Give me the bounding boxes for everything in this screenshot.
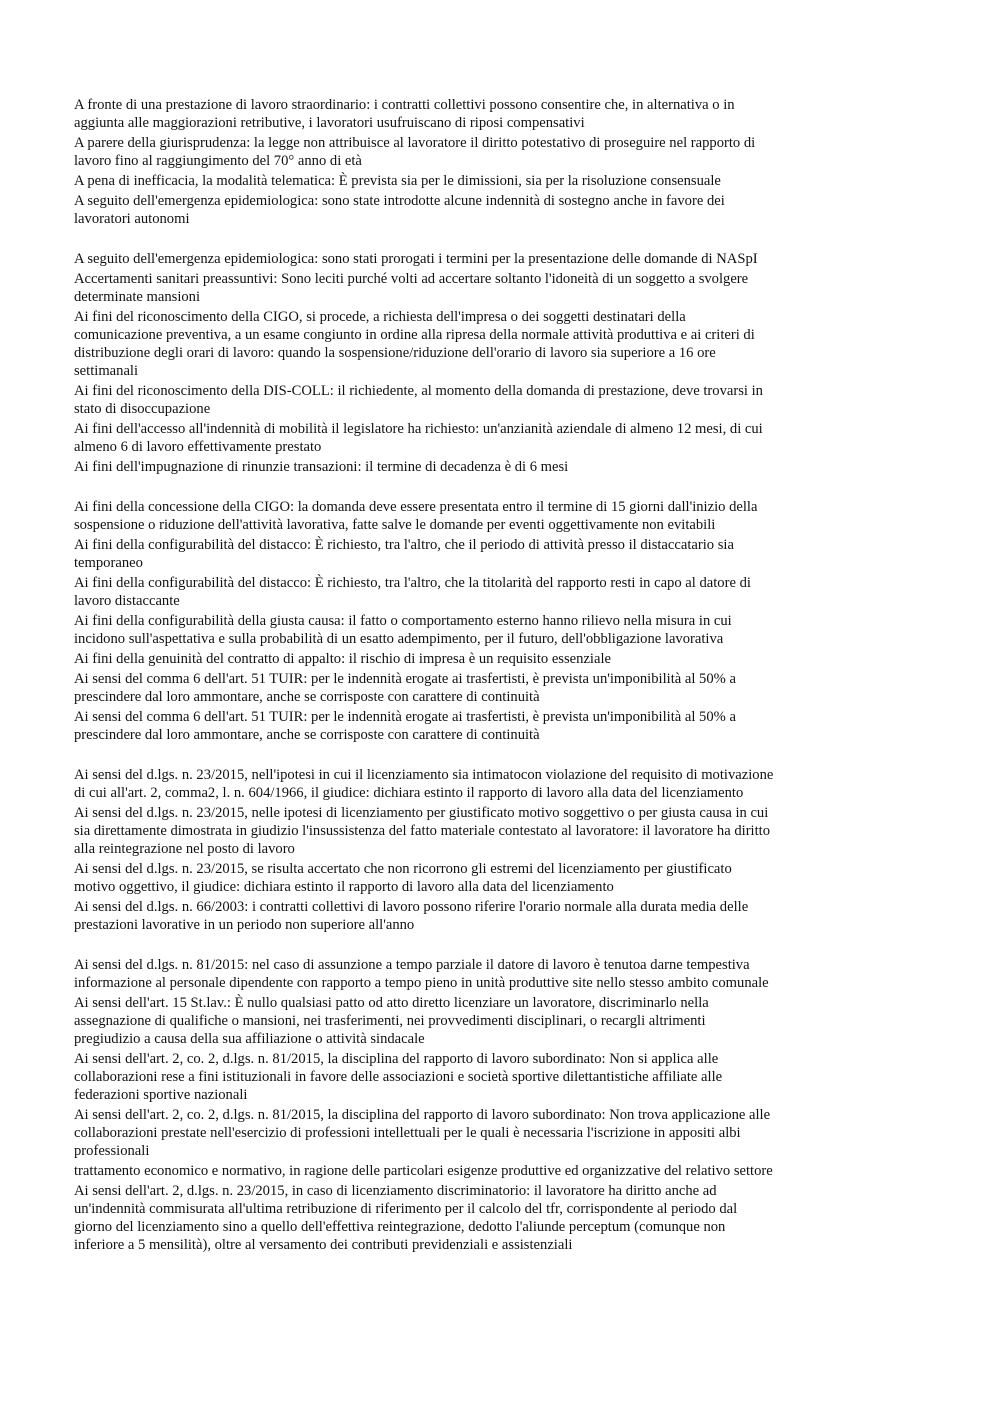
list-item: Ai sensi del d.lgs. n. 81/2015: nel caso di assunzione a tempo parziale il datore di lavoro è tenutoa darne tempestiva informazione al personale dipendente con rapporto a tempo pieno in unità produttive site nello stesso ambito comunale bbox=[74, 957, 769, 991]
list-item: Ai sensi del d.lgs. n. 23/2015, se risulta accertato che non ricorrono gli estremi del licenziamento per giustificato motivo oggettivo, il giudice: dichiara estinto il rapporto di lavoro alla data del licenziamento bbox=[74, 861, 732, 895]
list-item: trattamento economico e normativo, in ragione delle particolari esigenze produttive ed organizzative del relativo settore bbox=[74, 1163, 773, 1179]
list-item: A fronte di una prestazione di lavoro straordinario: i contratti collettivi possono consentire che, in alternativa o in aggiunta alle maggiorazioni retributive, i lavoratori usufruiscano di riposi compensativi bbox=[74, 97, 735, 131]
list-item: Ai fini della concessione della CIGO: la domanda deve essere presentata entro il termine di 15 giorni dall'inizio della sospensione o riduzione dell'attività lavorativa, fatte salve le domande per eventi oggettivamente non evitabili bbox=[74, 499, 758, 533]
list-item: A parere della giurisprudenza: la legge non attribuisce al lavoratore il diritto potestativo di proseguire nel rapporto di lavoro fino al raggiungimento del 70° anno di età bbox=[74, 135, 756, 169]
list-item: Ai fini del riconoscimento della CIGO, si procede, a richiesta dell'impresa o dei soggetti destinatari della comunicazione preventiva, a un esame congiunto in ordine alla ripresa della normale attività produttiva e ai criteri di distribuzione degli orari di lavoro: quando la sospensione/riduzione dell'orario di lavoro sia superiore a 16 ore settimanali bbox=[74, 309, 755, 379]
list-item: Ai fini del riconoscimento della DIS-COLL: il richiedente, al momento della domanda di prestazione, deve trovarsi in stato di disoccupazione bbox=[74, 383, 763, 417]
paragraph-gap bbox=[74, 936, 886, 956]
list-item: Ai sensi del d.lgs. n. 23/2015, nell'ipotesi in cui il licenziamento sia intimatocon violazione del requisito di motivazione di cui all'art. 2, comma2, l. n. 604/1966, il giudice: dichiara estinto il rapporto di lavoro alla data del licenziamento bbox=[74, 767, 774, 801]
list-item: A seguito dell'emergenza epidemiologica: sono state introdotte alcune indennità di sostegno anche in favore dei lavoratori autonomi bbox=[74, 193, 725, 227]
list-item: Ai sensi del comma 6 dell'art. 51 TUIR: per le indennità erogate ai trasfertisti, è prevista un'imponibilità al 50% a prescindere dal loro ammontare, anche se corrisposte con carattere di continuità bbox=[74, 671, 736, 705]
list-item: Ai fini della configurabilità della giusta causa: il fatto o comportamento esterno hanno rilievo nella misura in cui incidono sull'aspettativa e sulla probabilità di un esatto adempimento, per il futuro, dell'obbligazione lavorativa bbox=[74, 613, 732, 647]
list-item: Ai sensi dell'art. 2, d.lgs. n. 23/2015, in caso di licenziamento discriminatorio: il lavoratore ha diritto anche ad un'indennità commisurata all'ultima retribuzione di riferimento per il calcolo del tfr, corrispondente al periodo dal giorno del licenziamento sino a quello dell'effettiva reintegrazione, dedotto l'aliunde perceptum (comunque non inferiore a 5 mensilità), oltre al versamento dei contributi previdenziali e assistenziali bbox=[74, 1183, 738, 1253]
list-item: Ai fini dell'accesso all'indennità di mobilità il legislatore ha richiesto: un'anzianità aziendale di almeno 12 mesi, di cui almeno 6 di lavoro effettivamente prestato bbox=[74, 421, 763, 455]
list-item: A seguito dell'emergenza epidemiologica: sono stati prorogati i termini per la presentazione delle domande di NASpI bbox=[74, 251, 758, 267]
list-item: Ai fini della configurabilità del distacco: È richiesto, tra l'altro, che il periodo di attività presso il distaccatario sia temporaneo bbox=[74, 537, 734, 571]
list-item: Ai sensi del d.lgs. n. 66/2003: i contratti collettivi di lavoro possono riferire l'orario normale alla durata media delle prestazioni lavorative in un periodo non superiore all'anno bbox=[74, 899, 749, 933]
paragraph-gap bbox=[74, 230, 886, 250]
list-item: Ai fini della genuinità del contratto di appalto: il rischio di impresa è un requisito essenziale bbox=[74, 651, 611, 667]
list-item: Ai sensi del d.lgs. n. 23/2015, nelle ipotesi di licenziamento per giustificato motivo soggettivo o per giusta causa in cui sia direttamente dimostrata in giudizio l'insussistenza del fatto materiale contestato al lavoratore: il lavoratore ha diritto alla reintegrazione nel posto di lavoro bbox=[74, 805, 771, 857]
list-item: Ai fini della configurabilità del distacco: È richiesto, tra l'altro, che la titolarità del rapporto resti in capo al datore di lavoro distaccante bbox=[74, 575, 751, 609]
list-item: Ai sensi dell'art. 15 St.lav.: È nullo qualsiasi patto od atto diretto licenziare un lavoratore, discriminarlo nella assegnazione di qualifiche o mansioni, nei trasferimenti, nei provvedimenti disciplinari, o recargli altrimenti pregiudizio a causa della sua affiliazione o attività sindacale bbox=[74, 995, 709, 1047]
list-item: Ai sensi dell'art. 2, co. 2, d.lgs. n. 81/2015, la disciplina del rapporto di lavoro subordinato: Non si applica alle collaborazioni rese a fini istituzionali in favore delle associazioni e società sportive dilettantistiche affiliate alle federazioni sportive nazionali bbox=[74, 1051, 723, 1103]
list-item: Ai sensi del comma 6 dell'art. 51 TUIR: per le indennità erogate ai trasfertisti, è prevista un'imponibilità al 50% a prescindere dal loro ammontare, anche se corrisposte con carattere di continuità bbox=[74, 709, 736, 743]
document-page bbox=[74, 96, 886, 1256]
paragraph-gap bbox=[74, 746, 886, 766]
paragraph-gap bbox=[74, 478, 886, 498]
list-item: Ai fini dell'impugnazione di rinunzie transazioni: il termine di decadenza è di 6 mesi bbox=[74, 459, 569, 475]
list-item: Ai sensi dell'art. 2, co. 2, d.lgs. n. 81/2015, la disciplina del rapporto di lavoro subordinato: Non trova applicazione alle collaborazioni prestate nell'esercizio di professioni intellettuali per le quali è necessaria l'iscrizione in appositi albi professionali bbox=[74, 1107, 771, 1159]
list-item: A pena di inefficacia, la modalità telematica: È prevista sia per le dimissioni, sia per la risoluzione consensuale bbox=[74, 173, 721, 189]
list-item: Accertamenti sanitari preassuntivi: Sono leciti purché volti ad accertare soltanto l'idoneità di un soggetto a svolgere determinate mansioni bbox=[74, 271, 749, 305]
